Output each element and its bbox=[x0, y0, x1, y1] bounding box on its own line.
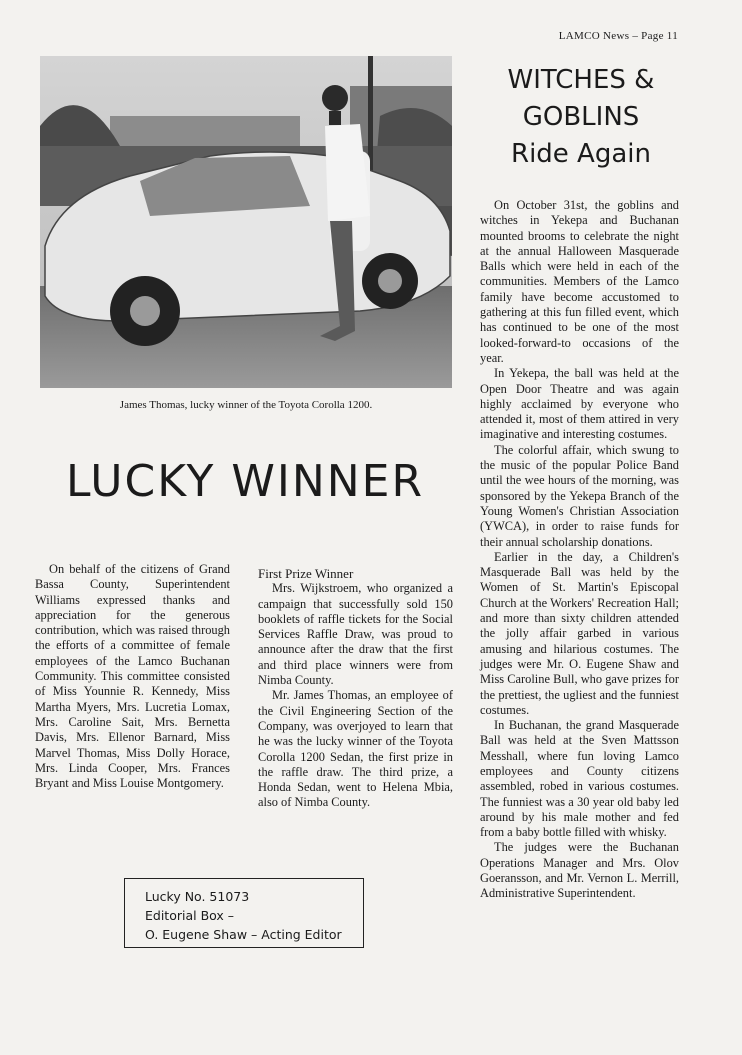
column-one bbox=[35, 562, 230, 791]
paragraph: Mr. James Thomas, an employee of the Civil Engineering Section of the Company, was overjoyed to learn that he was the lucky winner of the Toyota Corolla 1200 Sedan, the first prize in the raffle draw. The third prize, a Honda Sedan, went to Helena Mbia, also of Nimba County. bbox=[258, 688, 453, 810]
paragraph: On behalf of the citizens of Grand Bassa County, Superintendent Williams expressed thanks and appreciation for the generous contribution, which was raised through the efforts of a committee of female employees of the Lamco Buchanan Community. This committee consisted of Miss Younnie R. Kennedy, Miss Martha Myers, Mrs. Lucretia Lomax, Mrs. Caroline Sait, Mrs. Bernetta Davis, Mrs. Ellenor Barnard, Miss Marvel Thomas, Miss Dolly Horace, Mrs. Linda Cooper, Mrs. Frances Bryant and Miss Louise Montgomery. bbox=[35, 562, 230, 791]
paragraph: In Buchanan, the grand Masquerade Ball was held at the Sven Mattsson Messhall, where fun loving Lamco employees and County citizens assembled, robed in various costumes. The funniest was a 30 year old baby led around by his male mother and fed from a baby bottle filled with whisky. bbox=[480, 718, 679, 840]
witches-title-line3: Ride Again bbox=[511, 139, 651, 169]
column-two bbox=[258, 566, 453, 811]
first-prize-subhead: First Prize Winner bbox=[258, 566, 354, 581]
paragraph: The judges were the Buchanan Operations Manager and Mrs. Olov Goeransson, and Mr. Vernon L. Merrill, Administrative Superintendent. bbox=[480, 840, 679, 901]
lucky-winner-title: LUCKY WINNER bbox=[65, 456, 425, 507]
photo-car-winner bbox=[40, 56, 452, 388]
acting-editor: O. Eugene Shaw – Acting Editor bbox=[145, 927, 342, 942]
paragraph: Mrs. Wijkstroem, who organized a campaign that successfully sold 150 booklets of raffle tickets for the Social Services Raffle Draw, was proud to announce after the draw that the first and third place winners were from Nimba County. bbox=[258, 581, 453, 688]
column-three bbox=[480, 198, 679, 902]
witches-title-line1: WITCHES & bbox=[507, 65, 655, 95]
lucky-number: Lucky No. 51073 bbox=[145, 889, 250, 904]
paragraph: The colorful affair, which swung to the music of the popular Police Band until the wee hours of the morning, was sponsored by the Yekepa Branch of the Young Women's Christian Association (YWCA), in order to raise funds for their annual scholarship donations. bbox=[480, 442, 679, 549]
page-header: LAMCO News – Page 11 bbox=[558, 30, 678, 42]
witches-goblins-title bbox=[478, 62, 684, 173]
paragraph: On October 31st, the goblins and witches in Yekepa and Buchanan mounted brooms to celebrate the night at the annual Halloween Masquerade Balls which were held in each of the communities. Members of the Lamco family have become accustomed to gathering at this fun filled event, which has continued to be one of the most looked-forward-to occasions of the year. bbox=[480, 198, 679, 365]
editorial-box-label: Editorial Box – bbox=[145, 908, 235, 923]
photo-caption: James Thomas, lucky winner of the Toyota Corolla 1200. bbox=[119, 399, 373, 411]
paragraph: Earlier in the day, a Children's Masquerade Ball was held by the Women of St. Martin's Episcopal Church at the Workers' Recreation Hall; and more than sixty children attended the jolly affair garbed in various amusing and hilarious costumes. The judges were Mr. O. Eugene Shaw and Miss Caroline Bull, who gave prizes for the prettiest, the ugliest and the funniest costumes. bbox=[480, 549, 679, 717]
witches-title-line2: GOBLINS bbox=[522, 102, 640, 132]
editorial-box bbox=[124, 878, 364, 948]
paragraph: In Yekepa, the ball was held at the Open Door Theatre and was again highly acclaimed by everyone who attended it, most of them attired in very imaginative and interesting costumes. bbox=[480, 366, 679, 442]
